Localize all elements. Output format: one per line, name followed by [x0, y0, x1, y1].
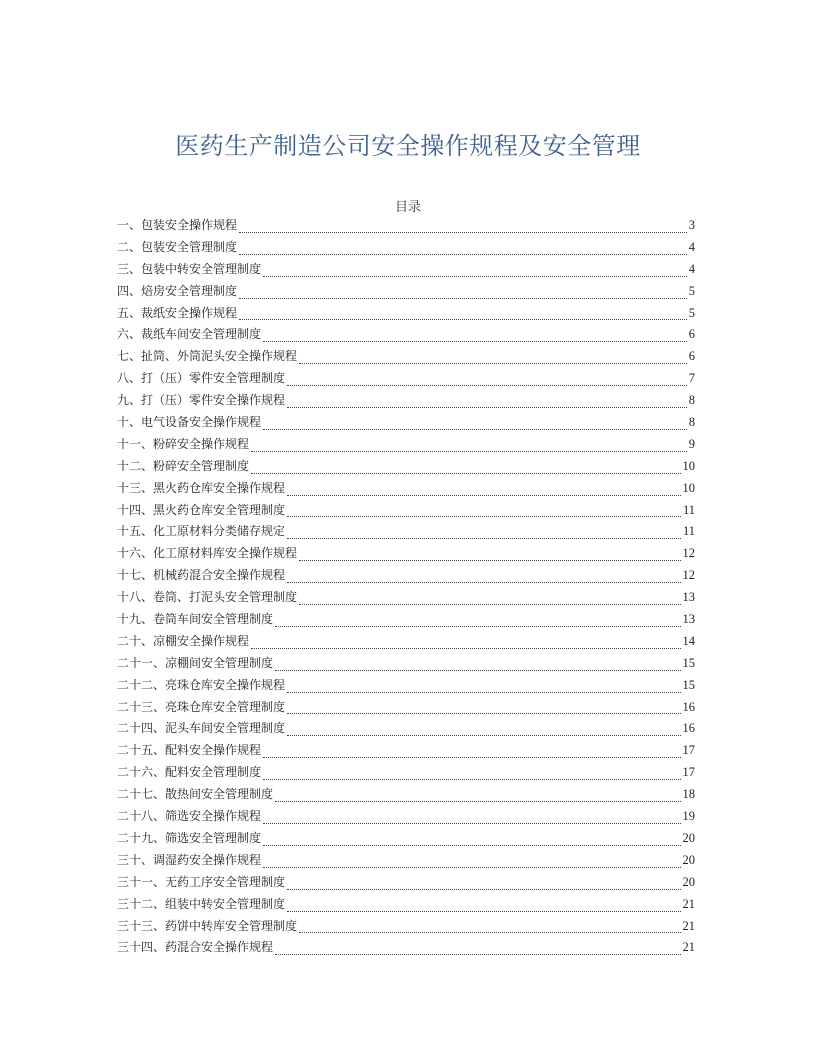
toc-entry-page: 9 — [688, 436, 695, 451]
dot-leader — [299, 932, 680, 933]
dot-leader — [287, 713, 680, 714]
toc-entry-page: 20 — [682, 830, 695, 845]
toc-entry-label: 十、电气设备安全操作规程 — [117, 415, 262, 430]
dot-leader — [287, 582, 680, 583]
toc-entry-label: 二十一、凉棚间安全管理制度 — [117, 655, 274, 670]
toc-entry[interactable] — [117, 237, 695, 259]
dot-leader — [299, 363, 687, 364]
toc-entry-page: 17 — [682, 765, 695, 780]
dot-leader — [263, 757, 680, 758]
toc-entry-label: 三、包装中转安全管理制度 — [117, 261, 262, 276]
toc-entry-page: 4 — [688, 261, 695, 276]
toc-entry[interactable] — [117, 412, 695, 434]
toc-entry[interactable] — [117, 894, 695, 916]
toc-entry[interactable] — [117, 828, 695, 850]
toc-entry[interactable] — [117, 587, 695, 609]
toc-entry-page: 21 — [682, 940, 695, 955]
toc-entry[interactable] — [117, 281, 695, 303]
toc-entry-label: 十一、粉碎安全操作规程 — [117, 436, 250, 451]
toc-entry[interactable] — [117, 565, 695, 587]
dot-leader — [251, 451, 687, 452]
toc-entry[interactable] — [117, 434, 695, 456]
toc-entry-label: 十九、卷筒车间安全管理制度 — [117, 612, 274, 627]
toc-entry-label: 六、裁纸车间安全管理制度 — [117, 327, 262, 342]
toc-entry-page: 21 — [682, 896, 695, 911]
toc-entry[interactable] — [117, 324, 695, 346]
dot-leader — [263, 341, 687, 342]
toc-entry-page: 16 — [682, 721, 695, 736]
dot-leader — [239, 319, 687, 320]
toc-entry[interactable] — [117, 697, 695, 719]
toc-entry[interactable] — [117, 784, 695, 806]
toc-entry-page: 13 — [682, 612, 695, 627]
dot-leader — [251, 648, 680, 649]
dot-leader — [239, 298, 687, 299]
toc-entry-page: 7 — [688, 371, 695, 386]
dot-leader — [275, 626, 680, 627]
dot-leader — [263, 429, 687, 430]
dot-leader — [263, 823, 680, 824]
toc-entry[interactable] — [117, 653, 695, 675]
dot-leader — [287, 692, 680, 693]
toc-entry[interactable] — [117, 259, 695, 281]
dot-leader — [263, 845, 680, 846]
toc-entry-label: 二十二、亮珠仓库安全操作规程 — [117, 677, 286, 692]
toc-entry-label: 二十三、亮珠仓库安全管理制度 — [117, 699, 286, 714]
toc-entry[interactable] — [117, 740, 695, 762]
toc-entry-label: 三十二、组装中转安全管理制度 — [117, 896, 286, 911]
toc-entry[interactable] — [117, 937, 695, 959]
toc-entry[interactable] — [117, 762, 695, 784]
toc-entry[interactable] — [117, 850, 695, 872]
toc-entry-page: 6 — [688, 327, 695, 342]
dot-leader — [287, 516, 681, 517]
dot-leader — [287, 385, 687, 386]
toc-entry[interactable] — [117, 215, 695, 237]
toc-entry-label: 二、包装安全管理制度 — [117, 239, 238, 254]
toc-entry-label: 二十八、筛选安全操作规程 — [117, 809, 262, 824]
dot-leader — [239, 254, 687, 255]
toc-entry-label: 十三、黑火药仓库安全操作规程 — [117, 480, 286, 495]
toc-entry[interactable] — [117, 390, 695, 412]
toc-entry-label: 八、打（压）零件安全管理制度 — [117, 371, 286, 386]
dot-leader — [287, 538, 681, 539]
toc-entry[interactable] — [117, 806, 695, 828]
toc-entry-page: 21 — [682, 918, 695, 933]
toc-entry[interactable] — [117, 872, 695, 894]
toc-entry-label: 十四、黑火药仓库安全管理制度 — [117, 502, 286, 517]
toc-entry[interactable] — [117, 368, 695, 390]
toc-entry-page: 20 — [682, 874, 695, 889]
toc-entry-label: 二十四、泥头车间安全管理制度 — [117, 721, 286, 736]
toc-entry-page: 18 — [682, 787, 695, 802]
toc-entry-page: 8 — [688, 393, 695, 408]
dot-leader — [275, 954, 680, 955]
toc-entry-label: 七、扯筒、外筒泥头安全操作规程 — [117, 349, 298, 364]
dot-leader — [287, 407, 687, 408]
toc-entry-page: 17 — [682, 743, 695, 758]
toc-entry-page: 20 — [682, 852, 695, 867]
toc-entry[interactable] — [117, 631, 695, 653]
toc-entry-label: 十八、卷筒、打泥头安全管理制度 — [117, 590, 298, 605]
toc-entry[interactable] — [117, 346, 695, 368]
dot-leader — [275, 670, 680, 671]
toc-entry-page: 16 — [682, 699, 695, 714]
dot-leader — [287, 735, 680, 736]
toc-entry-page: 6 — [688, 349, 695, 364]
dot-leader — [287, 889, 680, 890]
toc-entry-label: 二十、凉棚安全操作规程 — [117, 633, 250, 648]
toc-entry-page: 12 — [682, 568, 695, 583]
toc-entry-label: 二十九、筛选安全管理制度 — [117, 830, 262, 845]
toc-entry-page: 19 — [682, 809, 695, 824]
toc-entry-label: 四、焙房安全管理制度 — [117, 283, 238, 298]
dot-leader — [251, 473, 680, 474]
toc-entry[interactable] — [117, 456, 695, 478]
toc-entry-page: 5 — [688, 305, 695, 320]
toc-entry[interactable] — [117, 478, 695, 500]
toc-entry-page: 13 — [682, 590, 695, 605]
toc-heading: 目录 — [394, 200, 421, 215]
dot-leader — [239, 232, 687, 233]
dot-leader — [299, 604, 680, 605]
toc-entry[interactable] — [117, 916, 695, 938]
dot-leader — [263, 867, 680, 868]
toc-entry-page: 10 — [682, 458, 695, 473]
toc-entry[interactable] — [117, 543, 695, 565]
toc-entry[interactable] — [117, 609, 695, 631]
toc-entry-label: 三十、调湿药安全操作规程 — [117, 852, 262, 867]
toc-entry-page: 3 — [688, 218, 695, 232]
toc-entry[interactable] — [117, 675, 695, 697]
table-of-contents — [117, 215, 695, 959]
toc-entry-page: 15 — [682, 655, 695, 670]
toc-entry-label: 三十一、无药工序安全管理制度 — [117, 874, 286, 889]
toc-entry-page: 14 — [682, 633, 695, 648]
toc-entry-label: 二十七、散热间安全管理制度 — [117, 787, 274, 802]
toc-entry-label: 十六、化工原材料库安全操作规程 — [117, 546, 298, 561]
toc-entry-label: 三十三、药饼中转库安全管理制度 — [117, 918, 298, 933]
toc-entry-page: 4 — [688, 239, 695, 254]
toc-entry-label: 二十五、配料安全操作规程 — [117, 743, 262, 758]
toc-entry-label: 十七、机械药混合安全操作规程 — [117, 568, 286, 583]
toc-entry-page: 12 — [682, 546, 695, 561]
dot-leader — [263, 779, 680, 780]
dot-leader — [275, 801, 680, 802]
toc-entry-label: 二十六、配料安全管理制度 — [117, 765, 262, 780]
toc-entry-page: 8 — [688, 415, 695, 430]
dot-leader — [287, 495, 680, 496]
toc-entry-page: 11 — [682, 524, 695, 539]
toc-entry[interactable] — [117, 500, 695, 522]
toc-entry-page: 11 — [682, 502, 695, 517]
toc-entry[interactable] — [117, 521, 695, 543]
toc-entry-page: 5 — [688, 283, 695, 298]
toc-entry-label: 五、裁纸安全操作规程 — [117, 305, 238, 320]
dot-leader — [263, 276, 687, 277]
toc-entry-label: 九、打（压）零件安全操作规程 — [117, 393, 286, 408]
toc-entry-label: 十二、粉碎安全管理制度 — [117, 458, 250, 473]
document-title: 医药生产制造公司安全操作规程及安全管理 — [175, 132, 641, 160]
toc-entry-page: 15 — [682, 677, 695, 692]
toc-entry-page: 10 — [682, 480, 695, 495]
dot-leader — [287, 911, 680, 912]
toc-entry[interactable] — [117, 718, 695, 740]
toc-entry-label: 一、包装安全操作规程 — [117, 218, 238, 232]
toc-entry[interactable] — [117, 303, 695, 325]
toc-entry-label: 三十四、药混合安全操作规程 — [117, 940, 274, 955]
dot-leader — [299, 560, 680, 561]
toc-entry-label: 十五、化工原材料分类储存规定 — [117, 524, 286, 539]
